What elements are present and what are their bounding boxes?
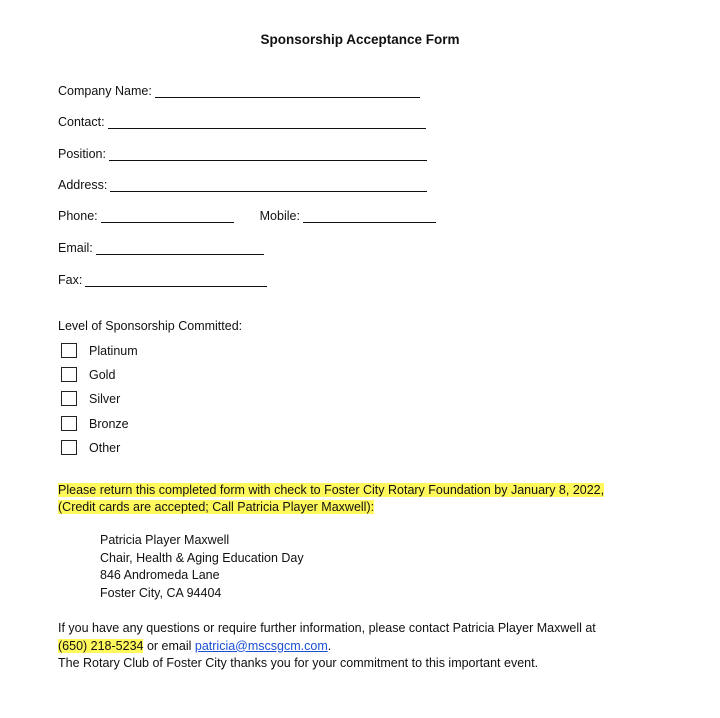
contact-street: 846 Andromeda Lane bbox=[100, 568, 220, 582]
address-label: Address: bbox=[58, 178, 108, 192]
contact-row bbox=[58, 111, 426, 129]
contact-address-block bbox=[100, 532, 304, 602]
footer-email-link[interactable]: patricia@mscsgcm.com bbox=[194, 638, 328, 653]
option-bronze[interactable] bbox=[61, 416, 129, 431]
silver-checkbox[interactable] bbox=[61, 391, 77, 406]
footer-or-email: or email bbox=[143, 638, 195, 653]
notice-line-1: Please return this completed form with check to Foster City Rotary Foundation by January 8, 2022, bbox=[58, 483, 605, 497]
company-name-input[interactable] bbox=[155, 85, 420, 98]
phone-label: Phone: bbox=[58, 209, 98, 223]
contact-name: Patricia Player Maxwell bbox=[100, 533, 230, 547]
fax-row bbox=[58, 269, 267, 287]
return-notice bbox=[58, 482, 678, 516]
bronze-label: Bronze bbox=[89, 416, 129, 431]
company-name-row bbox=[58, 80, 420, 98]
other-label: Other bbox=[89, 440, 121, 455]
fax-input[interactable] bbox=[85, 274, 267, 287]
position-input[interactable] bbox=[109, 148, 427, 161]
position-label: Position: bbox=[58, 147, 106, 161]
fax-label: Fax: bbox=[58, 273, 83, 287]
footer-note bbox=[58, 620, 698, 673]
mobile-label: Mobile: bbox=[259, 209, 300, 223]
form-title: Sponsorship Acceptance Form bbox=[260, 32, 460, 47]
other-checkbox[interactable] bbox=[61, 440, 77, 455]
option-gold[interactable] bbox=[61, 367, 115, 382]
option-silver[interactable] bbox=[61, 391, 120, 406]
contact-city: Foster City, CA 94404 bbox=[100, 585, 222, 600]
gold-checkbox[interactable] bbox=[61, 367, 77, 382]
footer-period: . bbox=[327, 638, 332, 653]
footer-line-3: The Rotary Club of Foster City thanks you for your commitment to this important event. bbox=[58, 656, 539, 670]
mobile-input[interactable] bbox=[303, 210, 436, 223]
option-other[interactable] bbox=[61, 440, 120, 455]
phone-input[interactable] bbox=[101, 210, 234, 223]
address-row bbox=[58, 174, 427, 192]
contact-input[interactable] bbox=[108, 116, 426, 129]
company-name-label: Company Name: bbox=[58, 84, 152, 98]
platinum-label: Platinum bbox=[89, 343, 138, 358]
platinum-checkbox[interactable] bbox=[61, 343, 77, 358]
contact-label: Contact: bbox=[58, 115, 105, 129]
footer-phone: (650) 218-5234 bbox=[58, 638, 144, 653]
option-platinum[interactable] bbox=[61, 343, 138, 358]
footer-line-1: If you have any questions or require further information, please contact Patricia Player Maxwell at bbox=[58, 621, 596, 635]
notice-line-2: (Credit cards are accepted; Call Patricia Player Maxwell): bbox=[58, 500, 375, 514]
footer-line-2 bbox=[58, 638, 698, 656]
email-input[interactable] bbox=[96, 242, 264, 255]
email-label: Email: bbox=[58, 241, 93, 255]
gold-label: Gold bbox=[89, 367, 116, 382]
email-row bbox=[58, 237, 264, 255]
address-input[interactable] bbox=[110, 179, 427, 192]
contact-role: Chair, Health & Aging Education Day bbox=[100, 550, 304, 565]
silver-label: Silver bbox=[89, 391, 121, 406]
position-row bbox=[58, 143, 427, 161]
bronze-checkbox[interactable] bbox=[61, 416, 77, 431]
phone-row bbox=[58, 205, 436, 223]
sponsorship-level-label: Level of Sponsorship Committed: bbox=[58, 319, 243, 333]
